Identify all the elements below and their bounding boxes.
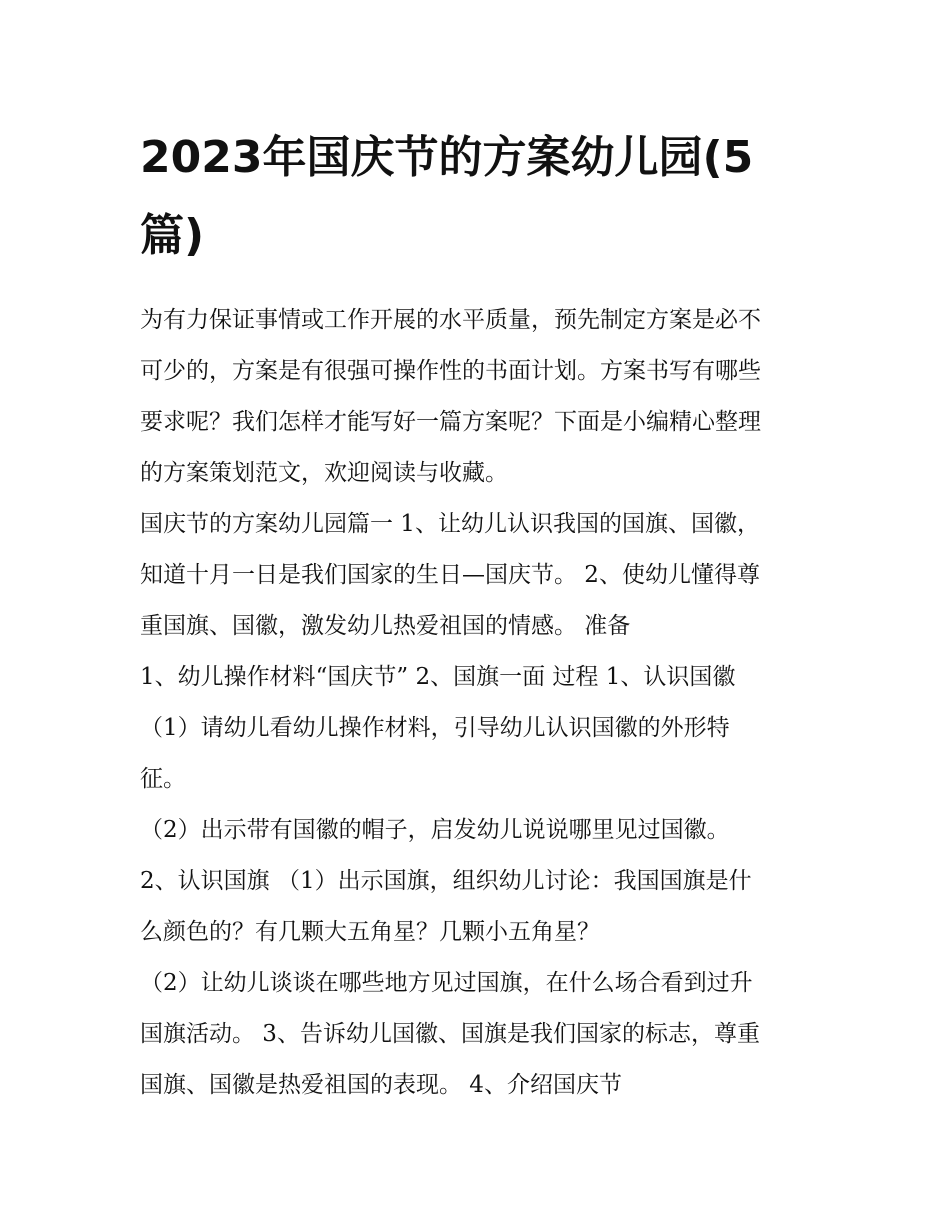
body-line-10: 征。 — [140, 766, 186, 792]
body-line-4: 的方案策划范文，欢迎阅读与收藏。 — [140, 460, 508, 486]
body-line-9: （1）请幼儿看幼儿操作材料，引导幼儿认识国徽的外形特 — [140, 715, 730, 741]
body-line-12: 2、认识国旗 （1）出示国旗，组织幼儿讨论：我国国旗是什 — [140, 868, 752, 894]
body-line-16: 国旗、国徽是热爱祖国的表现。 4、介绍国庆节 — [140, 1072, 622, 1098]
body-line-1: 为有力保证事情或工作开展的水平质量，预先制定方案是必不 — [140, 307, 761, 333]
body-line-5: 国庆节的方案幼儿园篇一 1、让幼儿认识我国的国旗、国徽， — [140, 511, 760, 537]
document-body — [140, 295, 820, 1111]
document-page — [140, 0, 820, 1111]
body-line-11: （2）出示带有国徽的帽子，启发幼儿说说哪里见过国徽。 — [140, 817, 730, 843]
document-title — [140, 0, 820, 275]
body-line-13: 么颜色的？有几颗大五角星？几颗小五角星？ — [140, 919, 600, 945]
body-line-15: 国旗活动。 3、告诉幼儿国徽、国旗是我们国家的标志，尊重 — [140, 1021, 760, 1047]
title-line-1: 2023年国庆节的方案幼儿园(5 — [140, 132, 754, 183]
body-line-6: 知道十月一日是我们国家的生日—国庆节。 2、使幼儿懂得尊 — [140, 562, 760, 588]
body-line-2: 可少的，方案是有很强可操作性的书面计划。方案书写有哪些 — [140, 358, 761, 384]
title-line-2: 篇) — [140, 210, 205, 261]
body-line-3: 要求呢？我们怎样才能写好一篇方案呢？下面是小编精心整理 — [140, 409, 761, 435]
body-line-7: 重国旗、国徽，激发幼儿热爱祖国的情感。 准备 — [140, 613, 631, 639]
body-line-8: 1、幼儿操作材料“国庆节” 2、国旗一面 过程 1、认识国徽 — [140, 664, 736, 690]
body-line-14: （2）让幼儿谈谈在哪些地方见过国旗，在什么场合看到过升 — [140, 970, 753, 996]
